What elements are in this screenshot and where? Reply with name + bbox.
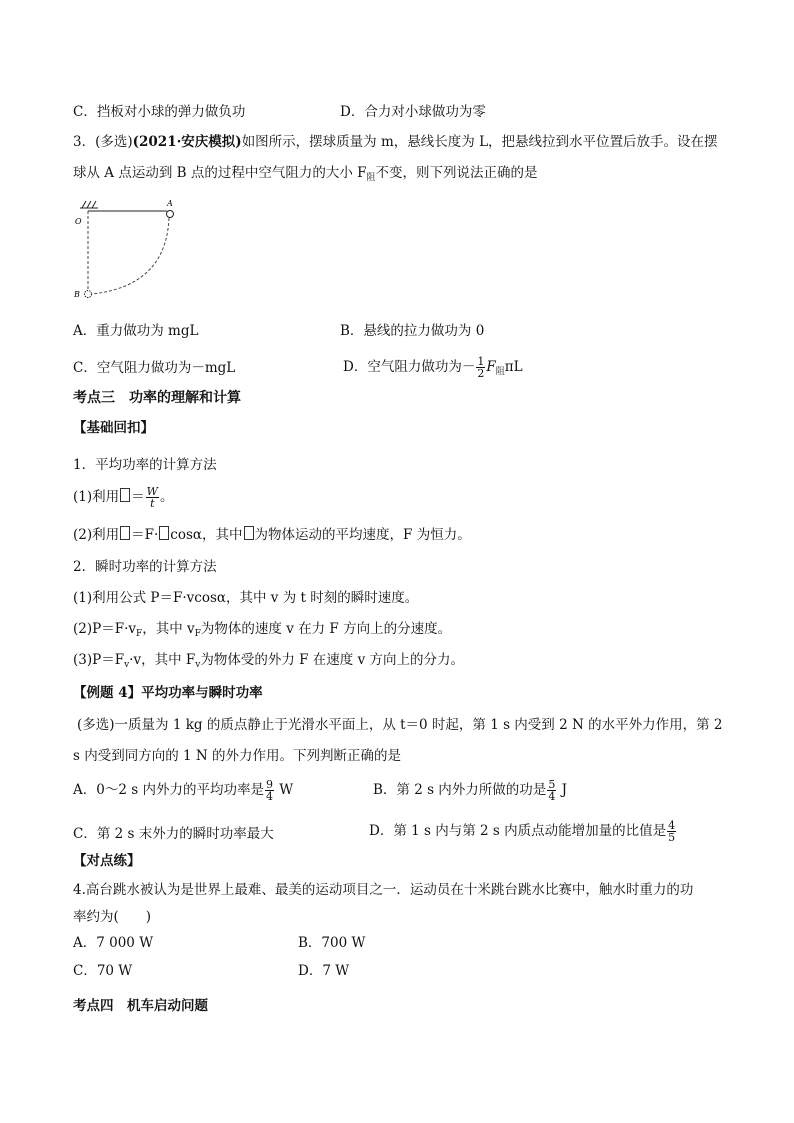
formula-explanation: 为物体运动的平均速度，F 为恒力。 [254,527,471,543]
subscript: F [194,629,201,639]
q4-option-a: A．7 000 W [73,935,154,951]
fraction-denominator: 4 [548,790,556,803]
q4-stem-line1: 4.高台跳水被认为是世界上最难、最美的运动项目之一．运动员在十米跳台跳水比赛中，触水时重力的功 [73,882,694,898]
q4-option-b: B．700 W [298,935,366,951]
option-a-fraction [265,779,274,802]
ball-b [85,291,92,298]
fraction-numerator: W [146,485,158,498]
example4-option-d [369,818,677,844]
p-bar-symbol-box [120,488,130,502]
formula-part: (2)P＝F·v [73,621,136,637]
formula-part: (3)P＝F [73,652,125,668]
q4-option-d: D．7 W [298,963,350,979]
ceiling-hatch [80,201,98,208]
q4-option-c: C．70 W [73,963,133,979]
q3-option-d-text: D．空气阻力做功为－ [343,359,476,375]
fraction-numerator: 5 [548,778,556,791]
swing-arc [92,218,169,294]
equals-sign: ＝ [131,489,145,505]
fraction-numerator: 9 [265,778,273,791]
force-subscript: 阻 [495,367,505,377]
w-over-t-fraction [146,486,159,509]
section3-title: 考点三 功率的理解和计算 [73,390,241,406]
label-o: O [75,217,82,226]
q3-stem-text2b: 不变，则下列说法正确的是 [375,165,538,181]
q3-option-d-fraction [476,356,485,379]
q2-option-c: C．挡板对小球的弹力做负功 [73,104,246,120]
subscript: v [195,660,201,670]
example4-stem-line2: s 内受到同方向的 1 N 的外力作用。下列判断正确的是 [73,748,401,764]
q3-option-d [343,355,523,384]
pendulum-figure [68,196,188,306]
q2-option-d: D．合力对小球做功为零 [340,104,486,120]
label-a: A [167,199,173,208]
avg-power-line2 [73,526,471,544]
option-d-fraction [667,820,676,843]
p-bar-symbol-box [120,526,130,540]
basics-heading: 【基础回扣】 [73,420,154,436]
fraction-denominator: t [150,497,155,510]
fraction-numerator: 1 [477,355,485,368]
example4-option-a [73,777,293,803]
instant-power-line3 [73,651,464,674]
fraction-numerator: 4 [668,819,676,832]
v-bar-symbol-box [244,526,254,540]
avg-power-line1 [73,484,173,510]
unit: J [561,782,568,798]
q3-stem-text2a: 球从 A 点运动到 B 点的过程中空气阻力的大小 F [73,165,367,181]
formula-part: ，其中 v [142,621,195,637]
section4-title: 考点四 机车启动问题 [73,998,208,1014]
period: 。 [159,489,174,505]
q3-option-d-tail: πL [504,359,523,375]
practice-heading: 【对点练】 [73,853,141,869]
option-text: A．0～2 s 内外力的平均功率是 [73,782,264,798]
formula-part: ·v，其中 F [129,652,196,668]
force-symbol: F [486,359,496,375]
example4-option-c: C．第 2 s 末外力的瞬时功率最大 [73,826,274,842]
instant-power-line2 [73,620,451,643]
q3-stem-line1 [73,133,718,151]
option-b-fraction [547,779,556,802]
formula-explanation: 为物体受的外力 F 在速度 v 方向上的分力。 [200,652,465,668]
avg-power-line2-text: (2)利用 [73,527,120,543]
q3-stem-sub: 阻 [366,173,376,183]
avg-power-heading: 1．平均功率的计算方法 [73,457,217,473]
formula-part: cosα，其中 [170,527,243,543]
fraction-denominator: 5 [668,831,676,844]
subscript: F [136,629,143,639]
fraction-denominator: 2 [477,367,485,380]
formula-explanation: 为物体的速度 v 在力 F 方向上的分速度。 [200,621,452,637]
q3-option-a: A．重力做功为 mgL [73,323,199,339]
label-b: B [74,290,80,299]
q3-number: 3．(多选) [73,134,133,150]
avg-power-line1-text: (1)利用 [73,489,120,505]
formula-part: ＝F· [131,527,159,543]
subscript: v [124,660,130,670]
q4-stem-line2: 率约为( ) [73,909,152,925]
v-bar-symbol-box [159,526,169,540]
example4-stem-line1: (多选)一质量为 1 kg 的质点静止于光滑水平面上，从 t＝0 时起，第 1 s 内受到 2 N 的水平外力作用，第 2 [77,717,723,733]
q3-stem-line2 [73,164,538,187]
example4-title: 【例题 4】平均功率与瞬时功率 [73,685,263,701]
q3-source: (2021·安庆模拟) [132,134,242,150]
instant-power-heading: 2．瞬时功率的计算方法 [73,559,217,575]
q3-option-b: B．悬线的拉力做功为 0 [340,323,485,339]
instant-power-line1: (1)利用公式 P＝F·vcosα，其中 v 为 t 时刻的瞬时速度。 [73,590,419,606]
q3-stem-text1: 如图所示，摆球质量为 m，悬线长度为 L，把悬线拉到水平位置后放手。设在摆 [241,134,718,150]
unit: W [279,782,294,798]
example4-option-b [373,777,567,803]
option-text: B．第 2 s 内外力所做的功是 [373,782,547,798]
ball-a [167,211,174,218]
q3-option-c: C．空气阻力做功为－mgL [73,360,236,376]
option-text: D．第 1 s 内与第 2 s 内质点动能增加量的比值是 [369,823,667,839]
fraction-denominator: 4 [265,790,273,803]
